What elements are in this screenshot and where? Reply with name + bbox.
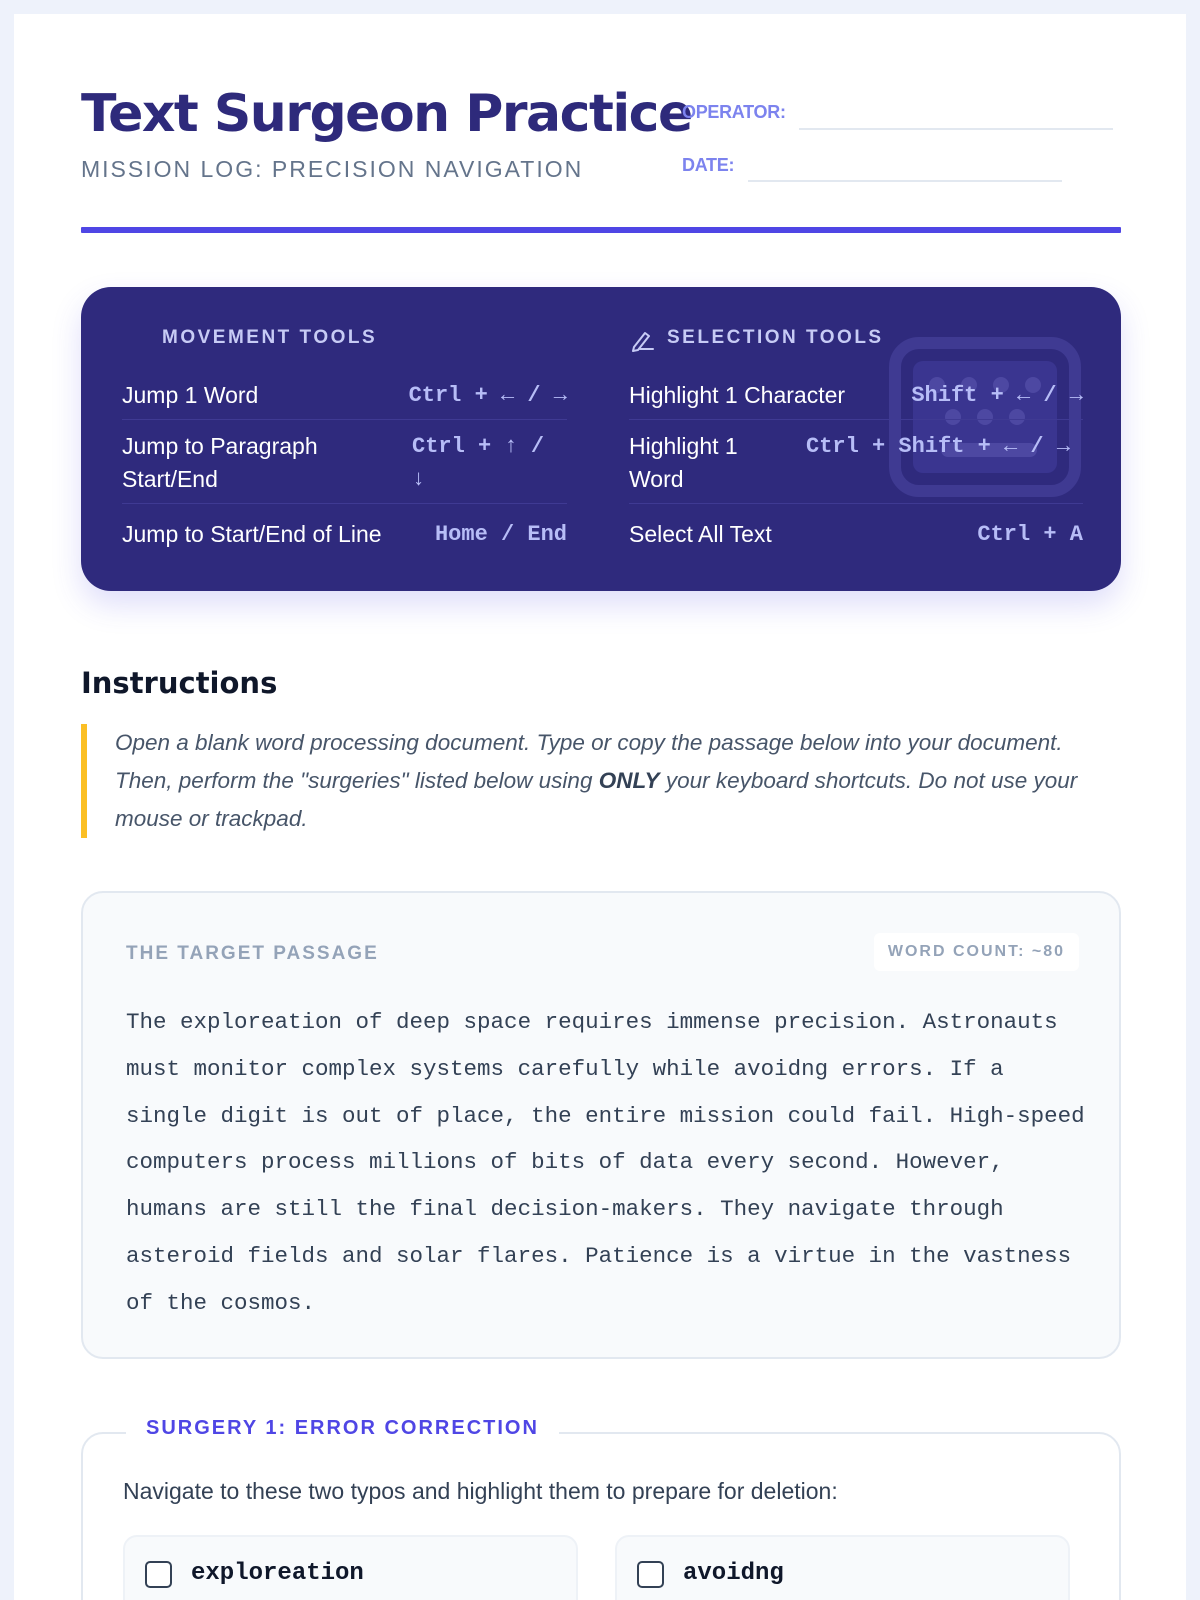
movement-row-jump-line bbox=[122, 504, 567, 554]
page-subtitle: MISSION LOG: PRECISION NAVIGATION bbox=[81, 156, 584, 182]
shortcut-label: Select All Text bbox=[629, 521, 772, 547]
instructions-callout bbox=[81, 724, 1081, 838]
movement-row-jump-word bbox=[122, 375, 567, 420]
passage-text: The exploreation of deep space requires immense precision. Astronauts must monitor complex systems carefully while avoidng errors. If a single digit is out of place, the entire mission could fail. High-speed computers process millions of bits of data every second. However, humans are still the final decision-makers. They navigate through asteroid fields and solar flares. Patience is a virtue in the vastness of the cosmos. bbox=[126, 1009, 1085, 1316]
date-label: DATE: bbox=[682, 155, 735, 175]
selection-tools-heading: SELECTION TOOLS bbox=[667, 327, 884, 348]
typo-word: exploreation bbox=[191, 1560, 364, 1587]
typo-word: avoidng bbox=[683, 1560, 784, 1587]
instructions-text: Open a blank word processing document. Type or copy the passage below into your document. Then, perform the "surgeries" listed below using bbox=[115, 730, 1063, 793]
typo-card-1[interactable] bbox=[123, 1535, 578, 1600]
worksheet-page bbox=[14, 14, 1186, 1600]
movement-tools-heading: MOVEMENT TOOLS bbox=[162, 327, 378, 348]
surgery-1-description: Navigate to these two typos and highlight them to prepare for deletion: bbox=[123, 1478, 838, 1504]
instructions-heading: Instructions bbox=[81, 666, 278, 700]
header-divider bbox=[81, 227, 1121, 233]
shortcut-label: Highlight 1 Character bbox=[629, 382, 846, 408]
pen-icon bbox=[629, 327, 655, 353]
shortcut-tools-panel bbox=[81, 287, 1121, 591]
shortcut-label: Jump 1 Word bbox=[122, 382, 259, 408]
instructions-emphasis: ONLY bbox=[598, 768, 660, 793]
passage-label: THE TARGET PASSAGE bbox=[126, 943, 379, 964]
shortcut-label: Highlight 1 Word bbox=[629, 433, 738, 492]
selection-row-highlight-word bbox=[629, 420, 1083, 504]
operator-label: OPERATOR: bbox=[682, 102, 786, 122]
shortcut-keys: Ctrl + ← / → bbox=[408, 383, 567, 408]
target-passage-card bbox=[81, 891, 1121, 1359]
shortcut-keys: Ctrl + A bbox=[977, 522, 1083, 547]
movement-row-jump-paragraph bbox=[122, 420, 567, 504]
surgery-1-section bbox=[81, 1417, 1121, 1600]
shortcut-keys: Ctrl + Shift + ← / → bbox=[806, 434, 1071, 459]
checkbox[interactable] bbox=[145, 1561, 172, 1588]
shortcut-keys: Shift + ← / → bbox=[911, 383, 1083, 408]
checkbox[interactable] bbox=[637, 1561, 664, 1588]
date-field[interactable] bbox=[748, 180, 1062, 182]
surgery-1-legend: SURGERY 1: ERROR CORRECTION bbox=[126, 1417, 559, 1440]
shortcut-keys: Home / End bbox=[434, 522, 567, 547]
selection-row-select-all bbox=[629, 504, 1083, 554]
shortcut-keys: Ctrl + ↑ / ↓ bbox=[412, 434, 558, 492]
operator-field[interactable] bbox=[799, 128, 1113, 130]
word-count-badge: WORD COUNT: ~80 bbox=[874, 933, 1079, 971]
selection-row-highlight-char bbox=[629, 375, 1083, 420]
instructions-text-end: your keyboard shortcuts. Do not use your mouse or trackpad. bbox=[115, 768, 1078, 831]
shortcut-label: Jump to Paragraph Start/End bbox=[122, 433, 318, 492]
page-title: Text Surgeon Practice bbox=[81, 84, 692, 144]
typo-card-2[interactable] bbox=[615, 1535, 1070, 1600]
shortcut-label: Jump to Start/End of Line bbox=[122, 521, 382, 547]
